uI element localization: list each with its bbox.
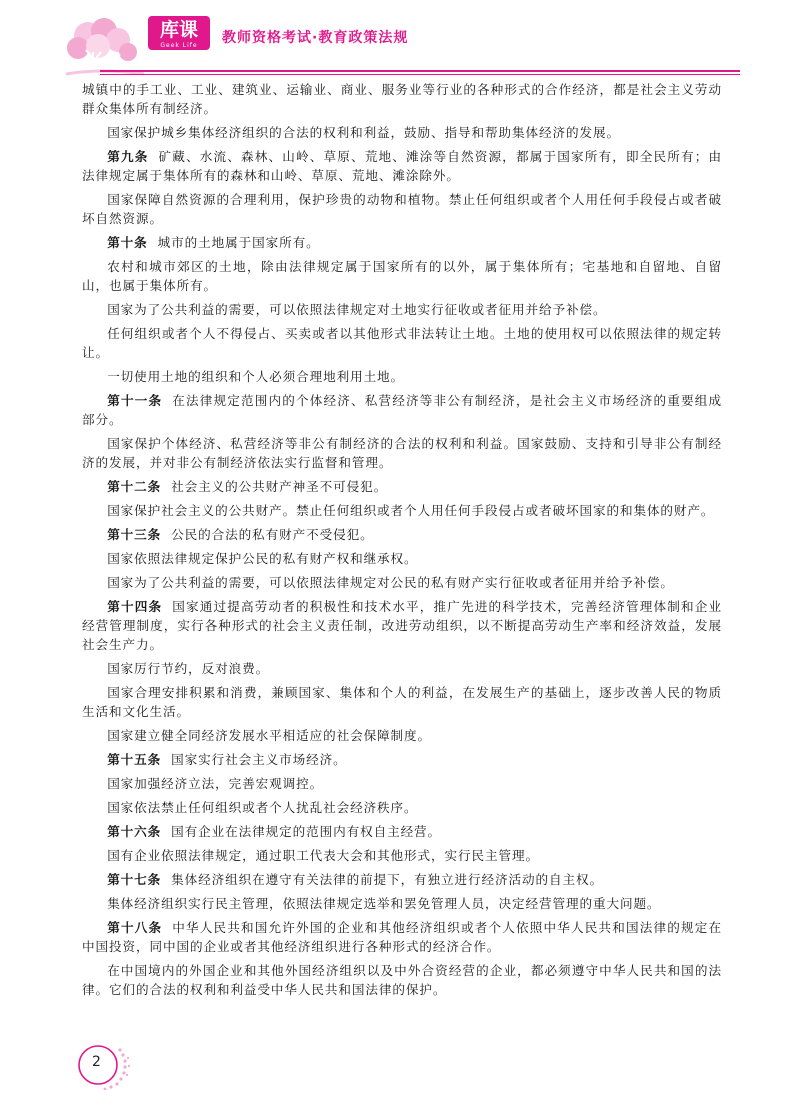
paragraph-text: 国家保障自然资源的合理利用，保护珍贵的动物和植物。禁止任何组织或者个人用任何手段侵占或者破坏自然资源。 [82, 192, 722, 226]
body-paragraph [82, 300, 722, 319]
paragraph-text: 社会主义的公共财产神圣不可侵犯。 [171, 479, 388, 494]
body-paragraph [82, 257, 722, 295]
page-number: 2 [92, 1054, 101, 1070]
body-paragraph [82, 190, 722, 228]
paragraph-text: 在法律规定范围内的个体经济、私营经济等非公有制经济，是社会主义市场经济的重要组成部分。 [82, 393, 723, 427]
paragraph-text: 一切使用土地的组织和个人必须合理地利用土地。 [107, 369, 405, 384]
dotted-circle-icon [76, 1040, 132, 1090]
article-paragraph [82, 822, 722, 841]
article-number: 第十四条 [107, 599, 163, 614]
body-paragraph [82, 367, 722, 386]
body-paragraph [82, 659, 722, 678]
article-number: 第九条 [107, 149, 149, 164]
paragraph-text: 国家保护个体经济、私营经济等非公有制经济的合法的权利和利益。国家鼓励、支持和引导非公有制经济的发展，并对非公有制经济依法实行监督和管理。 [82, 436, 722, 470]
paragraph-text: 国家通过提高劳动者的积极性和技术水平，推广先进的科学技术，完善经济管理体制和企业经营管理制度，实行各种形式的社会主义责任制，改进劳动组织，以不断提高劳动生产率和经济效益，发展社会生产力。 [82, 599, 723, 652]
article-number: 第十七条 [107, 872, 162, 887]
body-paragraph [82, 726, 722, 745]
article-paragraph [82, 525, 722, 544]
page-header [0, 0, 800, 82]
brand-name: 库课 [159, 19, 198, 41]
paragraph-text: 国家实行社会主义市场经济。 [171, 752, 347, 767]
article-paragraph [82, 147, 722, 185]
paragraph-text: 国家依法禁止任何组织或者个人扰乱社会经济秩序。 [107, 800, 418, 815]
body-paragraph [82, 961, 722, 999]
paragraph-text: 国家依照法律规定保护公民的私有财产权和继承权。 [107, 551, 418, 566]
body-paragraph [82, 573, 722, 592]
paragraph-text: 国家为了公共利益的需要，可以依照法律规定对公民的私有财产实行征收或者征用并给予补偿。 [107, 575, 674, 590]
paragraph-text: 公民的合法的私有财产不受侵犯。 [171, 527, 374, 542]
paragraph-text: 国有企业在法律规定的范围内有权自主经营。 [171, 824, 442, 839]
paragraph-text: 农村和城市郊区的土地，除由法律规定属于国家所有的以外，属于集体所有；宅基地和自留地、自留山，也属于集体所有。 [82, 259, 722, 293]
paragraph-text: 中华人民共和国允许外国的企业和其他经济组织或者个人依照中华人民共和国法律的规定在中国投资，同中国的企业或者其他经济组织进行各种形式的经济合作。 [82, 920, 723, 954]
article-number: 第十六条 [107, 824, 162, 839]
paragraph-text: 国家保护城乡集体经济组织的合法的权利和利益，鼓励、指导和帮助集体经济的发展。 [107, 125, 620, 140]
body-paragraph [82, 434, 722, 472]
body-paragraph [82, 798, 722, 817]
tree-logo-icon [62, 16, 146, 78]
header-divider [100, 70, 740, 72]
header-title: 教师资格考试·教育政策法规 [222, 30, 409, 46]
body-paragraph [82, 846, 722, 865]
body-paragraph [82, 774, 722, 793]
article-paragraph [82, 918, 722, 956]
paragraph-text: 国有企业依照法律规定，通过职工代表大会和其他形式，实行民主管理。 [107, 848, 539, 863]
article-paragraph [82, 870, 722, 889]
brand-logo [148, 16, 210, 50]
body-paragraph [82, 683, 722, 721]
header-divider-thin [100, 74, 740, 75]
paragraph-text: 城市的土地属于国家所有。 [157, 235, 320, 250]
article-number: 第十一条 [107, 393, 163, 408]
article-paragraph [82, 750, 722, 769]
body-paragraph [82, 324, 722, 362]
article-paragraph [82, 477, 722, 496]
article-paragraph [82, 391, 722, 429]
paragraph-text: 国家保护社会主义的公共财产。禁止任何组织或者个人用任何手段侵占或者破坏国家的和集体的财产。 [107, 503, 715, 518]
paragraph-text: 集体经济组织在遵守有关法律的前提下，有独立进行经济活动的自主权。 [171, 872, 603, 887]
body-paragraph [82, 80, 722, 118]
body-paragraph [82, 549, 722, 568]
paragraph-text: 集体经济组织实行民主管理，依照法律规定选举和罢免管理人员，决定经营管理的重大问题。 [107, 896, 661, 911]
paragraph-text: 在中国境内的外国企业和其他外国经济组织以及中外合资经营的企业，都必须遵守中华人民共和国的法律。它们的合法的权利和利益受中华人民共和国法律的保护。 [82, 963, 722, 997]
article-number: 第十五条 [107, 752, 162, 767]
paragraph-text: 国家建立健全同经济发展水平相适应的社会保障制度。 [107, 728, 432, 743]
article-number: 第十条 [107, 235, 148, 250]
body-paragraph [82, 894, 722, 913]
paragraph-text: 城镇中的手工业、工业、建筑业、运输业、商业、服务业等行业的各种形式的合作经济，都是社会主义劳动群众集体所有制经济。 [82, 82, 722, 116]
article-number: 第十三条 [107, 527, 162, 542]
article-number: 第十八条 [107, 920, 163, 935]
page-number-badge [76, 1040, 132, 1090]
body-paragraph [82, 501, 722, 520]
body-paragraph [82, 123, 722, 142]
paragraph-text: 任何组织或者个人不得侵占、买卖或者以其他形式非法转让土地。土地的使用权可以依照法律的规定转让。 [82, 326, 722, 360]
article-paragraph [82, 233, 722, 252]
paragraph-text: 矿藏、水流、森林、山岭、草原、荒地、滩涂等自然资源，都属于国家所有，即全民所有；由法律规定属于集体所有的森林和山岭、草原、荒地、滩涂除外。 [82, 149, 723, 183]
article-number: 第十二条 [107, 479, 162, 494]
document-body [82, 80, 722, 1004]
brand-tagline: Geek Life [160, 42, 198, 49]
paragraph-text: 国家加强经济立法，完善宏观调控。 [107, 776, 324, 791]
paragraph-text: 国家为了公共利益的需要，可以依照法律规定对土地实行征收或者征用并给予补偿。 [107, 302, 607, 317]
paragraph-text: 国家厉行节约，反对浪费。 [107, 661, 270, 676]
article-paragraph [82, 597, 722, 654]
paragraph-text: 国家合理安排积累和消费，兼顾国家、集体和个人的利益，在发展生产的基础上，逐步改善人民的物质生活和文化生活。 [82, 685, 722, 719]
